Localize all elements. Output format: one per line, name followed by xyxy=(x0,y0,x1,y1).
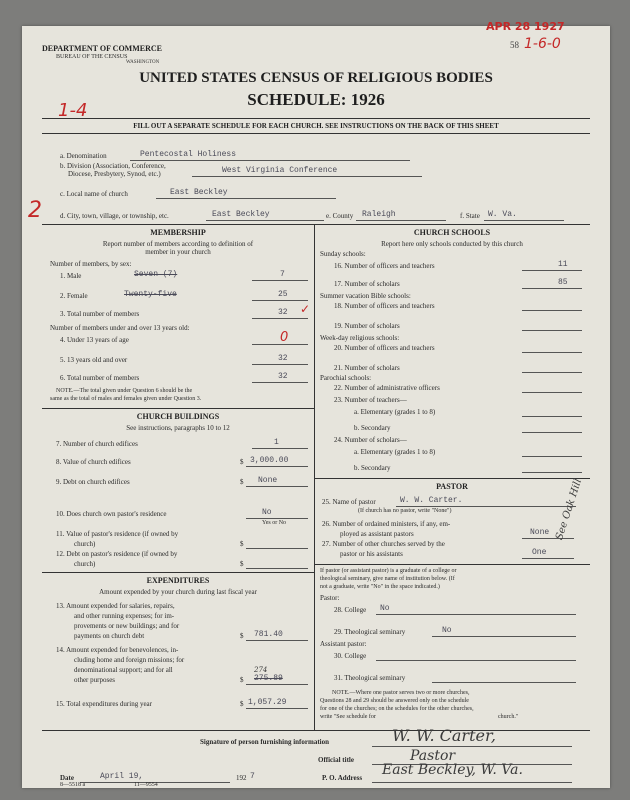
male-word: Seven (7) xyxy=(134,270,178,279)
dollar-sign: $ xyxy=(240,478,244,486)
q26-value: None xyxy=(530,528,550,537)
left-code-mark: 1-4 xyxy=(58,100,88,121)
q24-elementary-label: a. Elementary (grades 1 to 8) xyxy=(354,448,436,456)
over-13-value: 32 xyxy=(278,354,288,363)
edifices-value: 3,000.00 xyxy=(250,456,289,465)
over-13-label: 5. 13 years old and over xyxy=(60,356,128,364)
form-number: 58 xyxy=(510,40,519,50)
summer-label: Summer vacation Bible schools: xyxy=(320,292,411,300)
q14-value: 275.89 xyxy=(254,674,283,683)
date-label: Date xyxy=(60,774,74,782)
edifices-debt-label: 9. Debt on church edifices xyxy=(56,478,130,486)
form-code-2: 11—9554 xyxy=(134,782,158,788)
edifices-count-label: 7. Number of church edifices xyxy=(56,440,138,448)
pastor-name-value: W. W. Carter. xyxy=(400,496,463,505)
official-title-value: Pastor xyxy=(410,748,456,764)
q13-line-4: payments on church debt xyxy=(74,632,145,640)
q23-elementary-label: a. Elementary (grades 1 to 8) xyxy=(354,408,436,416)
q20-label: 20. Number of officers and teachers xyxy=(334,344,435,352)
q29-label: 29. Theological seminary xyxy=(334,628,406,636)
q13-line-2: and other running expenses; for im- xyxy=(74,612,175,620)
membership-heading: MEMBERSHIP xyxy=(150,228,206,237)
q23-label: 23. Number of teachers— xyxy=(334,396,407,404)
city-label: WASHINGTON xyxy=(126,60,160,65)
q14-line-1: 14. Amount expended for benevolences, in- xyxy=(56,646,179,654)
q17-label: 17. Number of scholars xyxy=(334,280,400,288)
total-members-6-label: 6. Total number of members xyxy=(60,374,140,382)
year-value: 7 xyxy=(250,772,255,781)
grad-line-2: theological seminary, give name of institution below. (If xyxy=(320,576,455,582)
weekday-label: Week-day religious schools: xyxy=(320,334,400,342)
male-label: 1. Male xyxy=(60,272,82,280)
residence-value-label-2: church) xyxy=(74,540,96,548)
pastor-sub-label: Pastor: xyxy=(320,594,340,602)
q18-label: 18. Number of officers and teachers xyxy=(334,302,435,310)
denomination-value: Pentecostal Holiness xyxy=(140,150,237,159)
female-word: Twenty-five xyxy=(124,290,177,299)
pastor-note-5: church." xyxy=(498,714,519,720)
assistant-sub-label: Assistant pastor: xyxy=(320,640,367,648)
side-note: See Oak Hill xyxy=(554,477,585,542)
q29-value: No xyxy=(442,626,452,635)
residence-debt-label-2: church) xyxy=(74,560,96,568)
form-title: UNITED STATES CENSUS OF RELIGIOUS BODIES xyxy=(139,70,493,86)
q31-label: 31. Theological seminary xyxy=(334,674,406,682)
grad-line-1: If pastor (or assistant pastor) is a graduate of a college or xyxy=(320,568,457,574)
q26-line-1: 26. Number of ordained ministers, if any, em- xyxy=(322,520,451,528)
pastor-note-4: write "See schedule for xyxy=(320,714,376,720)
city-value: East Beckley xyxy=(212,210,270,219)
instruction-line: FILL OUT A SEPARATE SCHEDULE FOR EACH CHURCH. SEE INSTRUCTIONS ON THE BACK OF THIS SHEET xyxy=(133,122,499,130)
census-form-sheet xyxy=(22,20,610,788)
received-date-stamp: APR 28 1927 xyxy=(486,20,565,33)
q19-label: 19. Number of scholars xyxy=(334,322,400,330)
q14-line-2: cluding home and foreign missions; for xyxy=(74,656,185,664)
dollar-sign: $ xyxy=(240,560,244,568)
q25-label: 25. Name of pastor xyxy=(322,498,376,506)
buildings-sub: See instructions, paragraphs 10 to 12 xyxy=(126,424,230,432)
q14-line-3: denominational support; and for all xyxy=(74,666,173,674)
q14-correction: 274 xyxy=(254,666,268,674)
po-address-label: P. O. Address xyxy=(322,774,363,782)
q15-label: 15. Total expenditures during year xyxy=(56,700,152,708)
state-value: W. Va. xyxy=(488,210,517,219)
division-label: b. Division (Association, Conference, xyxy=(60,162,166,170)
by-sex-label: Number of members, by sex: xyxy=(50,260,132,268)
official-title-label: Official title xyxy=(318,756,354,764)
pastor-heading: PASTOR xyxy=(436,482,468,491)
denomination-label: a. Denomination xyxy=(60,152,107,160)
q13-line-3: provements or new buildings; and for xyxy=(74,622,180,630)
q24-secondary-label: b. Secondary xyxy=(354,464,391,472)
q16-value: 11 xyxy=(558,260,568,269)
county-value: Raleigh xyxy=(362,210,396,219)
q28-value: No xyxy=(380,604,390,613)
side-number-mark: 2 xyxy=(28,198,42,223)
membership-sub1: Report number of members according to definition of xyxy=(102,240,254,248)
edifices-debt-value: None xyxy=(258,476,278,485)
membership-note-1: NOTE.—The total given under Question 6 should be the xyxy=(56,388,193,394)
q28-label: 28. College xyxy=(334,606,367,614)
total-members-label: 3. Total number of members xyxy=(60,310,140,318)
local-name-value: East Beckley xyxy=(170,188,228,197)
under-13-value: 0 xyxy=(280,330,289,345)
q23-secondary-label: b. Secondary xyxy=(354,424,391,432)
q27-line-1: 27. Number of other churches served by the xyxy=(322,540,445,548)
residence-value-label: 11. Value of pastor's residence (if owned by xyxy=(56,530,179,538)
dollar-sign: $ xyxy=(240,458,244,466)
form-code-1: 8—5518 a xyxy=(60,782,86,788)
q15-value: 1,057.29 xyxy=(248,698,287,707)
buildings-heading: CHURCH BUILDINGS xyxy=(136,412,220,421)
state-label: f. State xyxy=(460,212,480,220)
q24-label: 24. Number of scholars— xyxy=(334,436,407,444)
female-label: 2. Female xyxy=(60,292,88,300)
q27-value: One xyxy=(532,548,547,557)
schools-sub: Report here only schools conducted by this church xyxy=(381,240,523,248)
under-13-label: 4. Under 13 years of age xyxy=(60,336,129,344)
q14-line-4: other purposes xyxy=(74,676,116,684)
department-label: DEPARTMENT OF COMMERCE xyxy=(42,44,163,53)
pastor-note-1: NOTE.—Where one pastor serves two or more churches, xyxy=(332,690,470,696)
residence-debt-label: 12. Debt on pastor's residence (if owned by xyxy=(56,550,178,558)
pastor-note-3: for one of the churches; on the schedules for the other churches, xyxy=(320,706,474,712)
year-prefix: 192 xyxy=(236,774,247,782)
dollar-sign: $ xyxy=(240,632,244,640)
county-label: e. County xyxy=(326,212,354,220)
code-mark: 1-6-0 xyxy=(524,36,561,52)
q26-line-2: ployed as assistant pastors xyxy=(340,530,414,538)
owns-residence-label: 10. Does church own pastor's residence xyxy=(56,510,167,518)
membership-sub2: member in your church xyxy=(145,248,211,256)
q30-label: 30. College xyxy=(334,652,367,660)
female-value: 25 xyxy=(278,290,288,299)
q16-label: 16. Number of officers and teachers xyxy=(334,262,435,270)
q27-line-2: pastor or his assistants xyxy=(340,550,403,558)
bureau-label: BUREAU OF THE CENSUS xyxy=(56,54,128,60)
sunday-label: Sunday schools: xyxy=(320,250,366,258)
dollar-sign: $ xyxy=(240,676,244,684)
edifices-value-label: 8. Value of church edifices xyxy=(56,458,131,466)
q22-label: 22. Number of administrative officers xyxy=(334,384,440,392)
local-name-label: c. Local name of church xyxy=(60,190,128,198)
dollar-sign: $ xyxy=(240,700,244,708)
po-address-value: East Beckley, W. Va. xyxy=(382,762,523,778)
q25-hint: (If church has no pastor, write "None") xyxy=(358,508,452,514)
parochial-label: Parochial schools: xyxy=(320,374,372,382)
pastor-note-2: Questions 28 and 29 should be answered only on the schedule xyxy=(320,698,469,704)
q21-label: 21. Number of scholars xyxy=(334,364,400,372)
check-mark-icon: ✓ xyxy=(300,302,311,316)
q17-value: 85 xyxy=(558,278,568,287)
yes-no-hint: Yes or No xyxy=(262,520,287,526)
owns-residence-value: No xyxy=(262,508,272,517)
male-value: 7 xyxy=(280,270,285,279)
division-label-2: Diocese, Presbytery, Synod, etc.) xyxy=(68,170,161,178)
under-over-label: Number of members under and over 13 years old: xyxy=(50,324,190,332)
signature-label: Signature of person furnishing information xyxy=(200,738,329,746)
division-value: West Virginia Conference xyxy=(222,166,338,175)
expenditures-heading: EXPENDITURES xyxy=(146,576,210,585)
city-label-field: d. City, town, village, or township, etc. xyxy=(60,212,169,220)
q13-line-1: 13. Amount expended for salaries, repairs, xyxy=(56,602,175,610)
total-members-value: 32 xyxy=(278,308,288,317)
date-value: April 19, xyxy=(100,772,144,781)
dollar-sign: $ xyxy=(240,540,244,548)
edifices-count-value: 1 xyxy=(274,438,279,447)
signature-value: W. W. Carter, xyxy=(392,726,496,745)
q13-value: 781.40 xyxy=(254,630,283,639)
schools-heading: CHURCH SCHOOLS xyxy=(413,228,491,237)
expenditures-sub: Amount expended by your church during last fiscal year xyxy=(99,588,257,596)
total-members-6-value: 32 xyxy=(278,372,288,381)
membership-note-2: same as the total of males and females given under Question 3. xyxy=(50,396,202,402)
schedule-title: SCHEDULE: 1926 xyxy=(247,90,385,109)
grad-line-3: not a graduate, write "No" in the space indicated.) xyxy=(320,584,440,590)
